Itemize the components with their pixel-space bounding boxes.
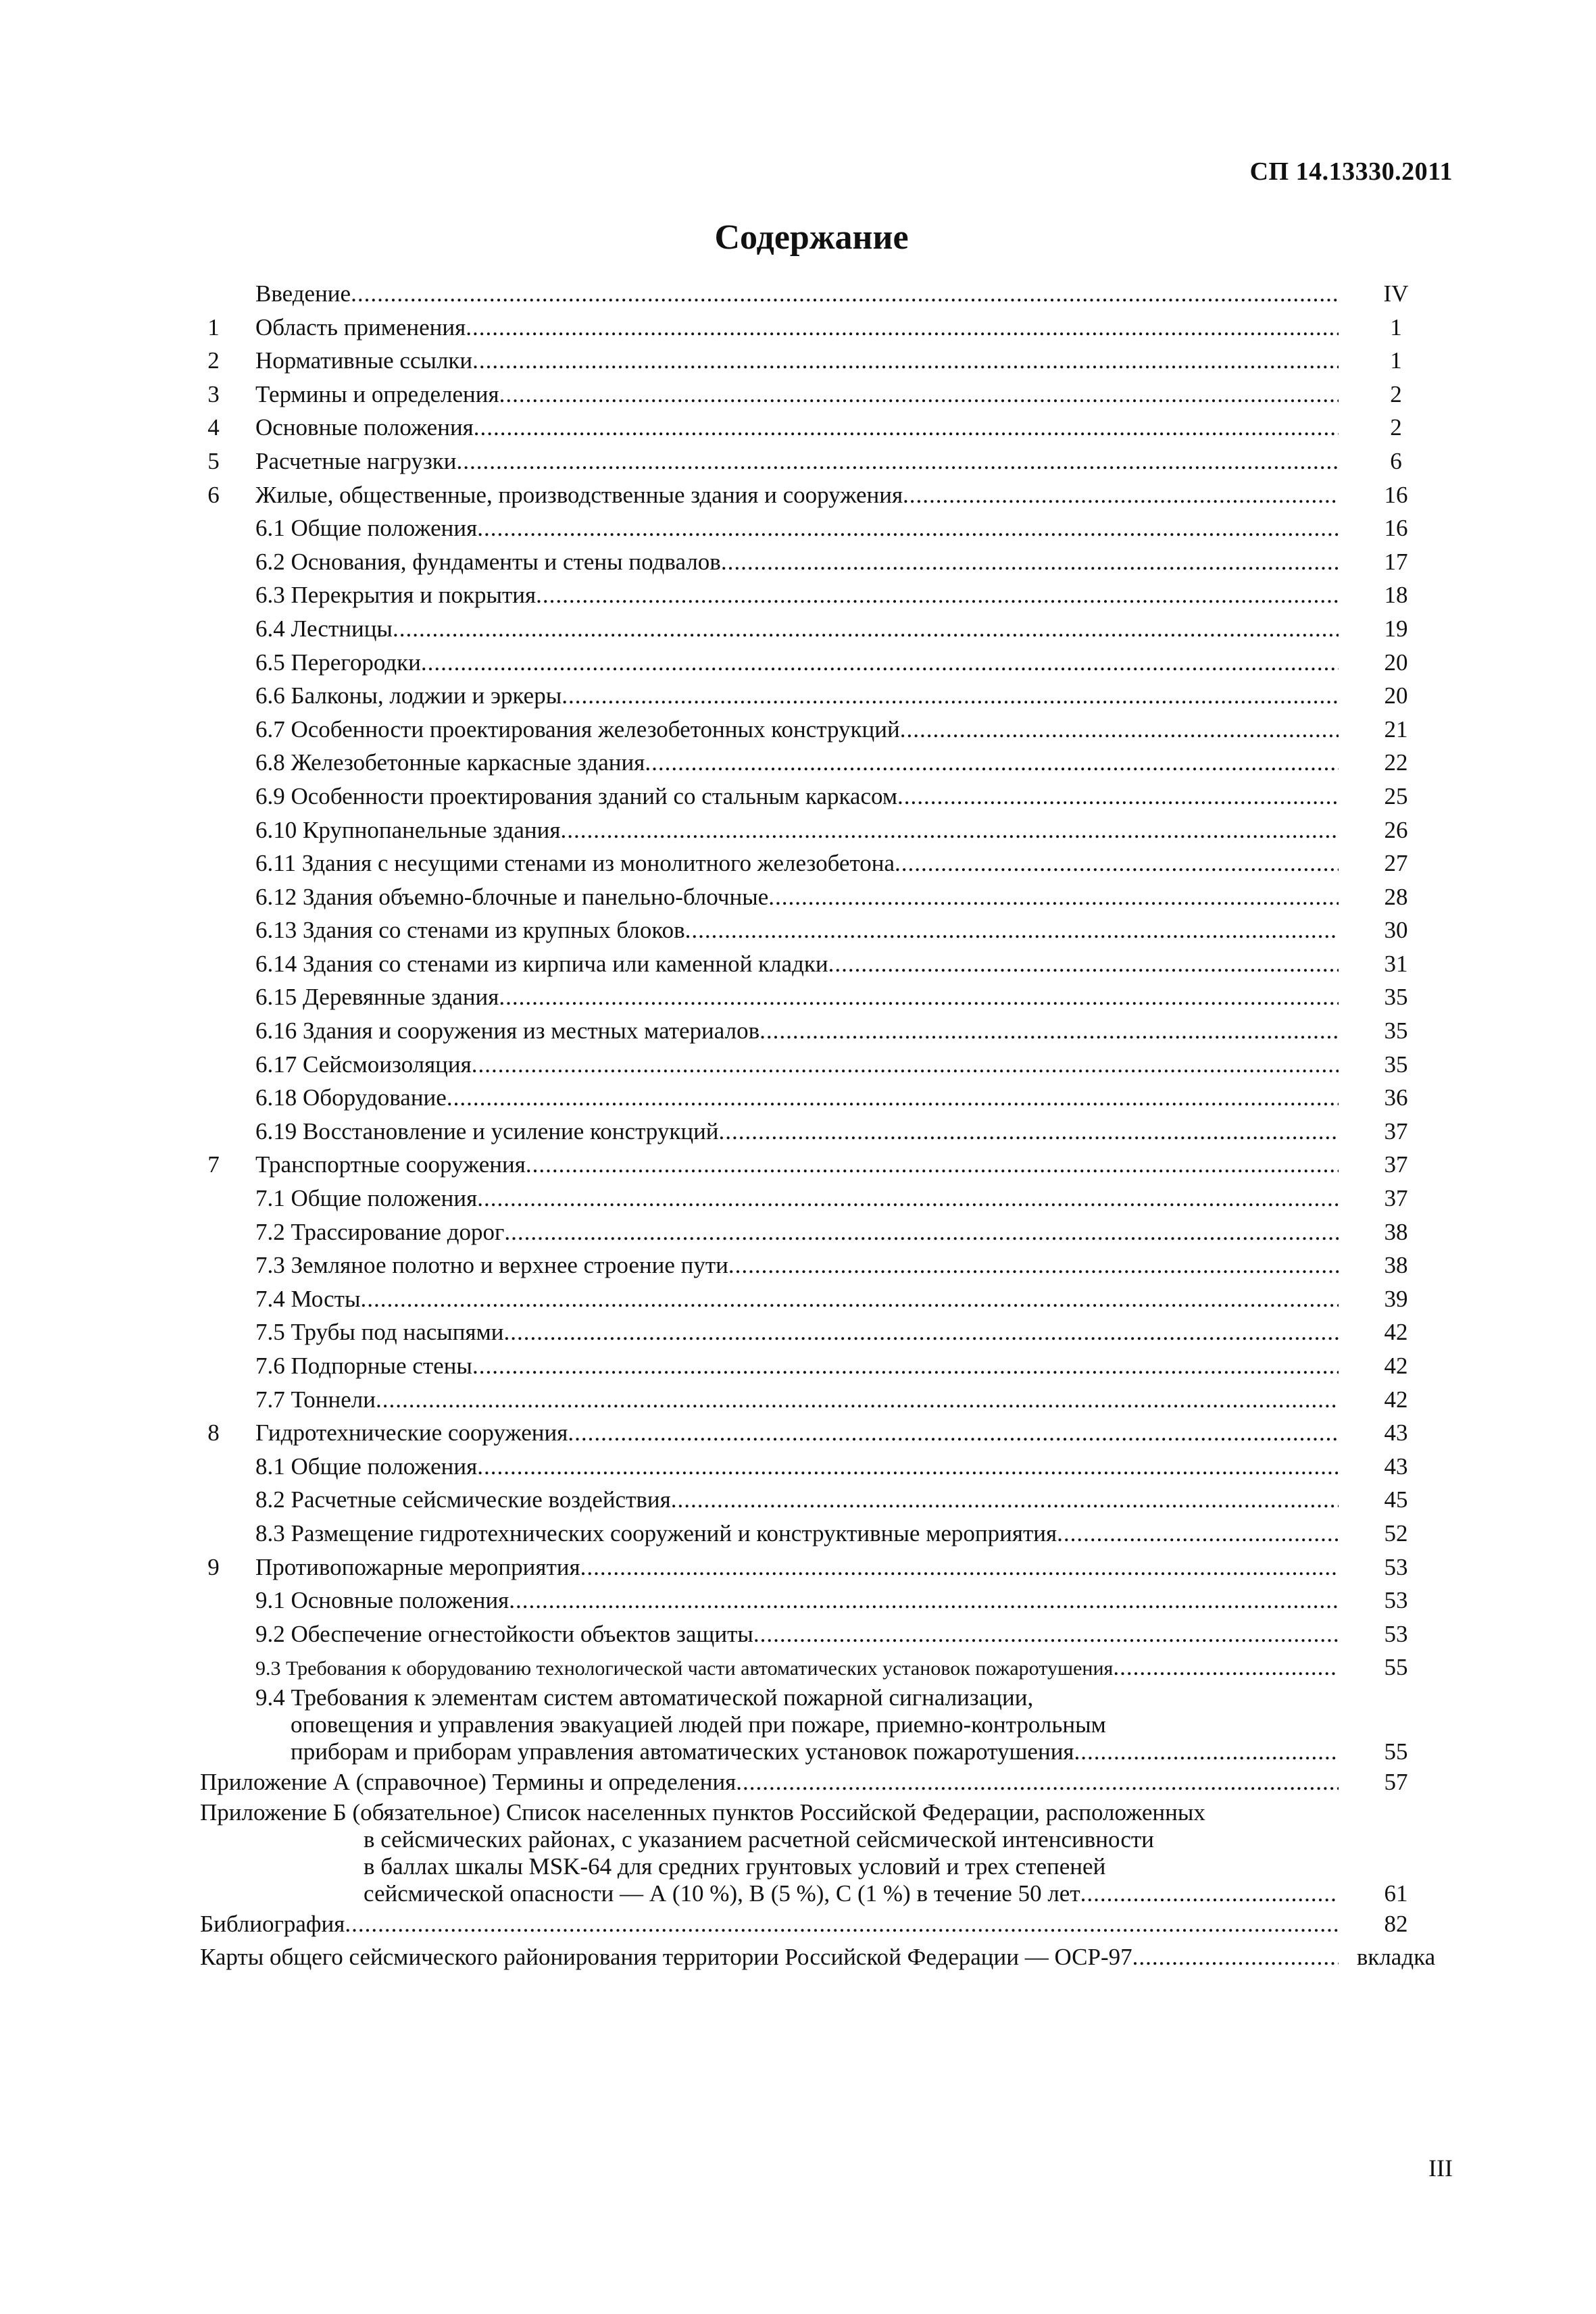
toc-entry-page: 20 — [1384, 682, 1408, 709]
toc-entry-label: сейсмической опасности — А (10 %), В (5 %), С (1 %) в течение 50 лет — [364, 1880, 1080, 1907]
toc-entry-number: 1 — [207, 313, 220, 341]
toc-entry[interactable] — [200, 1483, 1437, 1517]
toc-entry-label: 6.13 Здания со стенами из крупных блоков — [255, 917, 685, 944]
toc-entry-label: 6.16 Здания и сооружения из местных материалов — [255, 1017, 760, 1045]
toc-entry-label: в баллах шкалы MSK-64 для средних грунтовых условий и трех степеней — [364, 1853, 1106, 1880]
toc-entry-page: 16 — [1384, 515, 1408, 542]
toc-entry-page: 35 — [1384, 1051, 1408, 1078]
toc-entry-label: 6.18 Оборудование — [255, 1084, 447, 1111]
toc-entry[interactable] — [200, 1349, 1437, 1383]
toc-entry[interactable] — [200, 1014, 1437, 1048]
toc-entry-label: Библиография — [200, 1910, 345, 1937]
dot-leader — [509, 1584, 1339, 1617]
toc-entry-label: 6.12 Здания объемно-блочные и панельно-блочные — [255, 883, 769, 910]
toc-entry-label: 9.3 Требования к оборудованию технологической части автоматических установок пожаротушения — [255, 1657, 1114, 1680]
dot-leader — [768, 880, 1339, 914]
toc-entry[interactable] — [200, 1765, 1437, 1799]
toc-entry[interactable] — [200, 1282, 1437, 1316]
toc-entry-page: 31 — [1384, 950, 1408, 977]
toc-entry-page: 1 — [1390, 347, 1402, 374]
toc-entry-label: 6.7 Особенности проектирования железобетонных конструкций — [255, 715, 900, 743]
dot-leader — [474, 411, 1339, 445]
toc-entry[interactable] — [200, 1738, 1437, 1765]
toc-entry[interactable] — [200, 746, 1437, 780]
toc-entry-label: 9.2 Обеспечение огнестойкости объектов защиты — [255, 1620, 753, 1647]
toc-entry-number: 3 — [207, 380, 220, 407]
dot-leader — [472, 344, 1339, 378]
dot-leader — [477, 1450, 1339, 1484]
toc-entry[interactable] — [200, 545, 1437, 579]
toc-entry[interactable] — [200, 1551, 1437, 1584]
toc-entry-page: 35 — [1384, 1017, 1408, 1045]
toc-entry-page: 16 — [1384, 481, 1408, 508]
toc-entry-label: 6.1 Общие положения — [255, 515, 478, 542]
toc-entry-page: 55 — [1384, 1654, 1408, 1681]
toc-entry-number: 4 — [207, 414, 220, 441]
toc-entry-page: 43 — [1384, 1453, 1408, 1480]
toc-entry-label: приборам и приборам управления автоматических установок пожаротушения — [291, 1738, 1074, 1765]
toc-entry-label: 7.4 Мосты — [255, 1285, 361, 1312]
toc-entry[interactable] — [200, 1799, 1437, 1826]
toc-entry[interactable] — [200, 1115, 1437, 1149]
toc-entry[interactable] — [200, 445, 1437, 478]
toc-entry-label: Гидротехнические сооружения — [255, 1419, 568, 1447]
toc-entry-label: 6.9 Особенности проектирования зданий со стальным каркасом — [255, 782, 897, 809]
dot-leader — [421, 646, 1339, 680]
toc-entry-page: 20 — [1384, 649, 1408, 676]
dot-leader — [504, 1215, 1339, 1249]
dot-leader — [499, 980, 1339, 1014]
toc-entry[interactable] — [200, 1684, 1437, 1711]
toc-entry-label: 9.4 Требования к элементам систем автоматической пожарной сигнализации, — [255, 1684, 1034, 1711]
toc-entry-page: 19 — [1384, 615, 1408, 642]
dot-leader — [562, 679, 1339, 713]
toc-entry[interactable] — [200, 277, 1437, 311]
toc-entry-page: 38 — [1384, 1252, 1408, 1279]
toc-entry[interactable] — [200, 1853, 1437, 1880]
toc-entry[interactable] — [200, 646, 1437, 680]
toc-entry[interactable] — [200, 311, 1437, 345]
dot-leader — [645, 746, 1339, 780]
toc-entry-page: 1 — [1390, 313, 1402, 341]
dot-leader — [903, 478, 1339, 512]
toc-entry-page: 18 — [1384, 582, 1408, 609]
dot-leader — [351, 277, 1339, 311]
toc-entry[interactable] — [200, 813, 1437, 847]
dot-leader — [477, 1182, 1339, 1215]
toc-entry[interactable] — [200, 913, 1437, 947]
toc-entry[interactable] — [200, 847, 1437, 880]
dot-leader — [728, 1249, 1339, 1282]
toc-entry-number: 9 — [207, 1553, 220, 1580]
toc-entry-page: 2 — [1390, 414, 1402, 441]
toc-entry-number: 6 — [207, 481, 220, 508]
toc-entry-label: Противопожарные мероприятия — [255, 1553, 580, 1580]
toc-entry[interactable] — [200, 1940, 1437, 1974]
toc-entry[interactable] — [200, 1517, 1437, 1551]
toc-entry[interactable] — [200, 344, 1437, 378]
toc-entry[interactable] — [200, 880, 1437, 914]
dot-leader — [466, 311, 1339, 345]
toc-entry-page: 42 — [1384, 1319, 1408, 1346]
toc-entry-label: 7.3 Земляное полотно и верхнее строение пути — [255, 1252, 728, 1279]
toc-entry-label: 6.6 Балконы, лоджии и эркеры — [255, 682, 562, 709]
toc-entry[interactable] — [200, 578, 1437, 612]
toc-entry-label: Карты общего сейсмического районирования территории Российской Федерации — ОСР-97 — [200, 1944, 1132, 1971]
toc-entry-label: 6.3 Перекрытия и покрытия — [255, 582, 537, 609]
toc-entry[interactable] — [200, 1907, 1437, 1941]
toc-entry-label: Нормативные ссылки — [255, 347, 473, 374]
toc-entry-label: 6.4 Лестницы — [255, 615, 393, 642]
toc-entry-label: 6.15 Деревянные здания — [255, 984, 499, 1011]
toc-entry-page: 37 — [1384, 1117, 1408, 1145]
dot-leader — [828, 947, 1339, 981]
toc-entry-label: Приложение Б (обязательное) Список населенных пунктов Российской Федерации, расположенных — [200, 1799, 1205, 1826]
toc-entry[interactable] — [200, 1182, 1437, 1215]
toc-entry[interactable] — [200, 713, 1437, 747]
toc-entry-page: 53 — [1384, 1553, 1408, 1580]
dot-leader — [499, 378, 1339, 411]
toc-entry[interactable] — [200, 478, 1437, 512]
dot-leader — [477, 511, 1339, 545]
toc-entry[interactable] — [200, 511, 1437, 545]
toc-entry[interactable] — [200, 1048, 1437, 1082]
dot-leader — [360, 1282, 1339, 1316]
dot-leader — [568, 1416, 1339, 1450]
page-number: III — [1428, 2155, 1453, 2182]
toc-entry-page: 25 — [1384, 782, 1408, 809]
toc-entry-page: 57 — [1384, 1768, 1408, 1795]
toc-entry-page: 17 — [1384, 548, 1408, 575]
toc-entry[interactable] — [200, 1315, 1437, 1349]
dot-leader — [580, 1551, 1339, 1584]
toc-entry-page: 35 — [1384, 984, 1408, 1011]
toc-entry-label: 8.2 Расчетные сейсмические воздействия — [255, 1486, 671, 1513]
dot-leader — [736, 1765, 1339, 1799]
toc-entry-label: Расчетные нагрузки — [255, 447, 457, 474]
dot-leader — [504, 1315, 1339, 1349]
toc-entry-page: 53 — [1384, 1620, 1408, 1647]
toc-entry-number: 7 — [207, 1151, 220, 1178]
toc-entry-page: 26 — [1384, 816, 1408, 843]
toc-entry[interactable] — [200, 378, 1437, 411]
toc-entry-page: 39 — [1384, 1285, 1408, 1312]
dot-leader — [719, 1115, 1339, 1149]
dot-leader — [536, 578, 1339, 612]
toc-entry-label: 6.5 Перегородки — [255, 649, 421, 676]
dot-leader — [560, 813, 1339, 847]
toc-entry-page: 28 — [1384, 883, 1408, 910]
toc-entry[interactable] — [200, 1711, 1437, 1738]
toc-entry-label: Термины и определения — [255, 380, 499, 407]
toc-entry[interactable] — [200, 980, 1437, 1014]
table-of-contents — [200, 277, 1437, 1974]
toc-entry-page: 6 — [1390, 447, 1402, 474]
toc-entry[interactable] — [200, 1880, 1437, 1907]
dot-leader — [671, 1483, 1339, 1517]
toc-entry-page: вкладка — [1356, 1944, 1436, 1971]
toc-entry-label: Транспортные сооружения — [255, 1151, 526, 1178]
dot-leader — [472, 1349, 1339, 1383]
toc-entry-label: 7.1 Общие положения — [255, 1185, 478, 1212]
toc-entry-page: 42 — [1384, 1386, 1408, 1413]
toc-entry-label: оповещения и управления эвакуацией людей при пожаре, приемно-контрольным — [291, 1711, 1106, 1738]
toc-entry-label: 6.11 Здания с несущими стенами из монолитного железобетона — [255, 850, 895, 877]
toc-entry[interactable] — [200, 1826, 1437, 1853]
toc-entry-label: Жилые, общественные, производственные здания и сооружения — [255, 481, 903, 508]
dot-leader — [1132, 1940, 1339, 1974]
dot-leader — [900, 713, 1339, 747]
toc-entry-label: 6.14 Здания со стенами из кирпича или каменной кладки — [255, 950, 828, 977]
dot-leader — [1074, 1738, 1339, 1765]
dot-leader — [376, 1383, 1339, 1417]
toc-entry-page: 38 — [1384, 1218, 1408, 1245]
toc-entry[interactable] — [200, 1651, 1437, 1684]
dot-leader — [345, 1907, 1339, 1941]
toc-entry[interactable] — [200, 679, 1437, 713]
toc-entry[interactable] — [200, 612, 1437, 646]
toc-entry-page: 22 — [1384, 749, 1408, 776]
toc-entry[interactable] — [200, 1148, 1437, 1182]
toc-entry[interactable] — [200, 1450, 1437, 1484]
dot-leader — [1080, 1880, 1339, 1907]
toc-entry-label: 6.10 Крупнопанельные здания — [255, 816, 561, 843]
toc-entry-number: 8 — [207, 1419, 220, 1447]
toc-entry-label: 6.8 Железобетонные каркасные здания — [255, 749, 645, 776]
dot-leader — [472, 1048, 1339, 1082]
toc-entry-page: 52 — [1384, 1519, 1408, 1546]
toc-entry-label: 8.1 Общие положения — [255, 1453, 478, 1480]
toc-entry-label: Приложение А (справочное) Термины и определения — [200, 1768, 737, 1795]
toc-entry[interactable] — [200, 1416, 1437, 1450]
dot-leader — [1113, 1651, 1339, 1684]
toc-entry-page: 42 — [1384, 1353, 1408, 1379]
toc-entry-label: 7.6 Подпорные стены — [255, 1353, 472, 1379]
toc-entry[interactable] — [200, 1617, 1437, 1651]
dot-leader — [895, 847, 1339, 880]
toc-entry-page: 43 — [1384, 1419, 1408, 1447]
toc-entry-label: 9.1 Основные положения — [255, 1587, 509, 1614]
document-code: СП 14.13330.2011 — [1249, 157, 1453, 186]
toc-entry-label: 8.3 Размещение гидротехнических сооружений и конструктивные мероприятия — [255, 1519, 1057, 1546]
toc-entry-label: 6.17 Сейсмоизоляция — [255, 1051, 472, 1078]
toc-entry[interactable] — [200, 1081, 1437, 1115]
toc-entry-page: 37 — [1384, 1151, 1408, 1178]
toc-entry-page: 45 — [1384, 1486, 1408, 1513]
toc-entry-label: 7.7 Тоннели — [255, 1386, 376, 1413]
toc-entry-label: 7.5 Трубы под насыпями — [255, 1319, 504, 1346]
toc-entry-number: 5 — [207, 447, 220, 474]
toc-entry-label: в сейсмических районах, с указанием расчетной сейсмической интенсивности — [364, 1826, 1154, 1853]
page-title: Содержание — [714, 218, 909, 257]
toc-entry-label: 7.2 Трассирование дорог — [255, 1218, 505, 1245]
toc-entry-page: 21 — [1384, 715, 1408, 743]
dot-leader — [1057, 1517, 1339, 1551]
dot-leader — [759, 1014, 1339, 1048]
toc-entry-page: IV — [1383, 280, 1409, 307]
toc-entry[interactable] — [200, 1215, 1437, 1249]
toc-entry[interactable] — [200, 1383, 1437, 1417]
toc-entry[interactable] — [200, 1249, 1437, 1282]
toc-entry[interactable] — [200, 947, 1437, 981]
toc-entry-page: 61 — [1384, 1880, 1408, 1907]
toc-entry-page: 2 — [1390, 380, 1402, 407]
toc-entry-page: 37 — [1384, 1185, 1408, 1212]
toc-entry-label: Введение — [255, 280, 351, 307]
toc-entry-label: Область применения — [255, 313, 466, 341]
dot-leader — [897, 780, 1339, 813]
toc-entry-label: 6.2 Основания, фундаменты и стены подвалов — [255, 548, 721, 575]
toc-entry-page: 30 — [1384, 917, 1408, 944]
toc-entry-label: Основные положения — [255, 414, 474, 441]
dot-leader — [457, 445, 1339, 478]
toc-entry-number: 2 — [207, 347, 220, 374]
toc-entry-page: 27 — [1384, 850, 1408, 877]
toc-entry[interactable] — [200, 780, 1437, 813]
toc-entry-page: 53 — [1384, 1587, 1408, 1614]
toc-entry-page: 55 — [1384, 1738, 1408, 1765]
toc-entry-label: 6.19 Восстановление и усиление конструкций — [255, 1117, 719, 1145]
toc-entry[interactable] — [200, 411, 1437, 445]
toc-entry-page: 82 — [1384, 1910, 1408, 1937]
dot-leader — [685, 913, 1339, 947]
dot-leader — [393, 612, 1339, 646]
toc-entry-page: 36 — [1384, 1084, 1408, 1111]
dot-leader — [447, 1081, 1339, 1115]
dot-leader — [526, 1148, 1339, 1182]
dot-leader — [721, 545, 1339, 579]
dot-leader — [753, 1617, 1339, 1651]
toc-entry[interactable] — [200, 1584, 1437, 1617]
